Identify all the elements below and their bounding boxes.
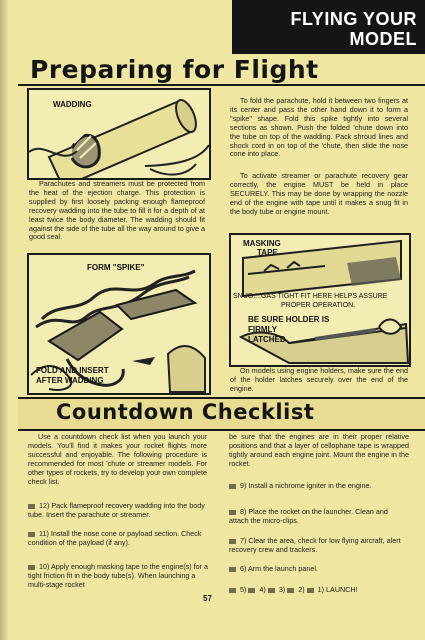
step-8-text: 8) Place the rocket on the launcher. Clean and attach the micro-clips. — [229, 507, 388, 525]
activation-paragraph: To activate streamer or parachute recovery gear correctly, the engine MUST be held in place SECURELY. This may be done by wrapping the nozzle end of the engine with tape until it makes a snug fit in the body tube or engine mount. — [230, 171, 408, 216]
checkbox-7-icon — [229, 539, 236, 544]
page-number: 57 — [203, 594, 212, 603]
step-9-text: 9) Install a nichrome igniter in the engine. — [240, 481, 372, 490]
engine-holder-paragraph: On models using engine holders, make sure the end of the holder latches securely over the end of the engine. — [230, 366, 408, 393]
launch-command: LAUNCH! — [326, 585, 358, 594]
checkbox-4-icon — [248, 588, 255, 593]
step-5: 5) — [240, 585, 247, 594]
step-10-text: 10) Apply enough masking tape to the engine(s) for a tight friction fit in the body tube(s). When launching a multi-stage rocket — [28, 562, 209, 589]
fold-insert-label-line-2: AFTER WADDING — [36, 376, 104, 385]
proper-operation-label: PROPER OPERATION. — [281, 302, 356, 309]
step-6-text: 6) Arm the launch panel. — [240, 564, 318, 573]
preparing-for-flight-heading: Preparing for Flight — [30, 55, 319, 84]
section-divider — [18, 84, 425, 86]
step-2: 2) — [298, 585, 305, 594]
checkbox-9-icon — [229, 484, 236, 489]
chapter-title-line-1: FLYING YOUR — [290, 9, 417, 29]
final-countdown-line — [229, 586, 358, 594]
snug-fit-label: SNUG....GAS TIGHT FIT HERE HELPS ASSURE — [233, 293, 388, 300]
checkbox-5-icon — [229, 588, 236, 593]
step-10-continuation: be sure that the engines are in their proper relative positions and that a layer of cellophane tape is wrapped tightly around each engine joint. Mount the engine in the rocket. — [229, 432, 409, 468]
holder-warning-label-line-2: FIRMLY — [248, 325, 278, 334]
holder-warning-label-line-1: BE SURE HOLDER IS — [248, 315, 330, 324]
parachute-folding-illustration — [27, 253, 211, 395]
masking-tape-label-line-1: MASKING — [243, 239, 281, 248]
checkbox-6-icon — [229, 567, 236, 572]
step-8 — [229, 508, 409, 526]
checkbox-1-icon — [307, 588, 314, 593]
step-7-text: 7) Clear the area, check for low flying aircraft, alert recovery crew and trackers. — [229, 536, 401, 554]
checkbox-8-icon — [229, 510, 236, 515]
checkbox-12-icon — [28, 504, 35, 509]
step-4: 4) — [259, 585, 266, 594]
wadding-paragraph: Parachutes and streamers must be protected from the heat of the ejection charge. This protection is supplied by first loosely packing enough flameproof recovery wadding into the tube to fill it for a depth of at least twice the body diameter. The wadding should fit against the side of the tube all the way around to give a good seal. — [29, 179, 205, 242]
checkbox-3-icon — [268, 588, 275, 593]
checkbox-10-icon — [28, 565, 35, 570]
step-12 — [28, 502, 208, 520]
step-3: 3) — [278, 585, 286, 594]
step-1: 1) — [317, 585, 325, 594]
fold-insert-label-line-1: FOLD AND INSERT — [36, 366, 109, 375]
step-11 — [28, 530, 208, 548]
page-binding-edge — [0, 0, 8, 640]
engine-holder-illustration — [229, 233, 411, 367]
step-11-text: 11) Install the nose cone or payload section. Check condition of the payload (if any). — [28, 529, 202, 547]
countdown-intro-paragraph: Use a countdown check list when you launch your models. You'll find it makes your rocket flights more successful and enjoyable. The following procedure is recommended for most 'chute or streamer models. For other types of rockets, try to develop your own complete check list. — [28, 432, 207, 486]
step-10 — [28, 563, 208, 590]
masking-tape-label-line-2: TAPE — [257, 248, 278, 257]
wadding-label: WADDING — [53, 100, 92, 109]
chapter-title-line-2: MODEL — [349, 29, 417, 49]
checkbox-11-icon — [28, 532, 35, 537]
step-9 — [229, 482, 409, 491]
form-spike-label: FORM "SPIKE" — [87, 263, 145, 272]
step-6 — [229, 565, 409, 574]
step-12-text: 12) Pack flameproof recovery wadding into the body tube. Insert the parachute or streamer. — [28, 501, 205, 519]
checkbox-2-icon — [287, 588, 294, 593]
step-7 — [229, 537, 409, 555]
countdown-checklist-heading: Countdown Checklist — [56, 400, 315, 424]
chapter-header — [232, 0, 425, 54]
wadding-illustration — [27, 88, 211, 180]
holder-warning-label-line-3: LATCHED — [248, 335, 286, 344]
folding-parachute-paragraph: To fold the parachute, hold it between two fingers at its center and pass the other hand down it to form a "spike" shape. Fold this spike tightly into several sections as shown. Push the folded 'chute down into the tube on top of the wadding. Pack shroud lines and shock cord in on top of the 'chute, then slide the nose cone into place. — [230, 96, 408, 159]
